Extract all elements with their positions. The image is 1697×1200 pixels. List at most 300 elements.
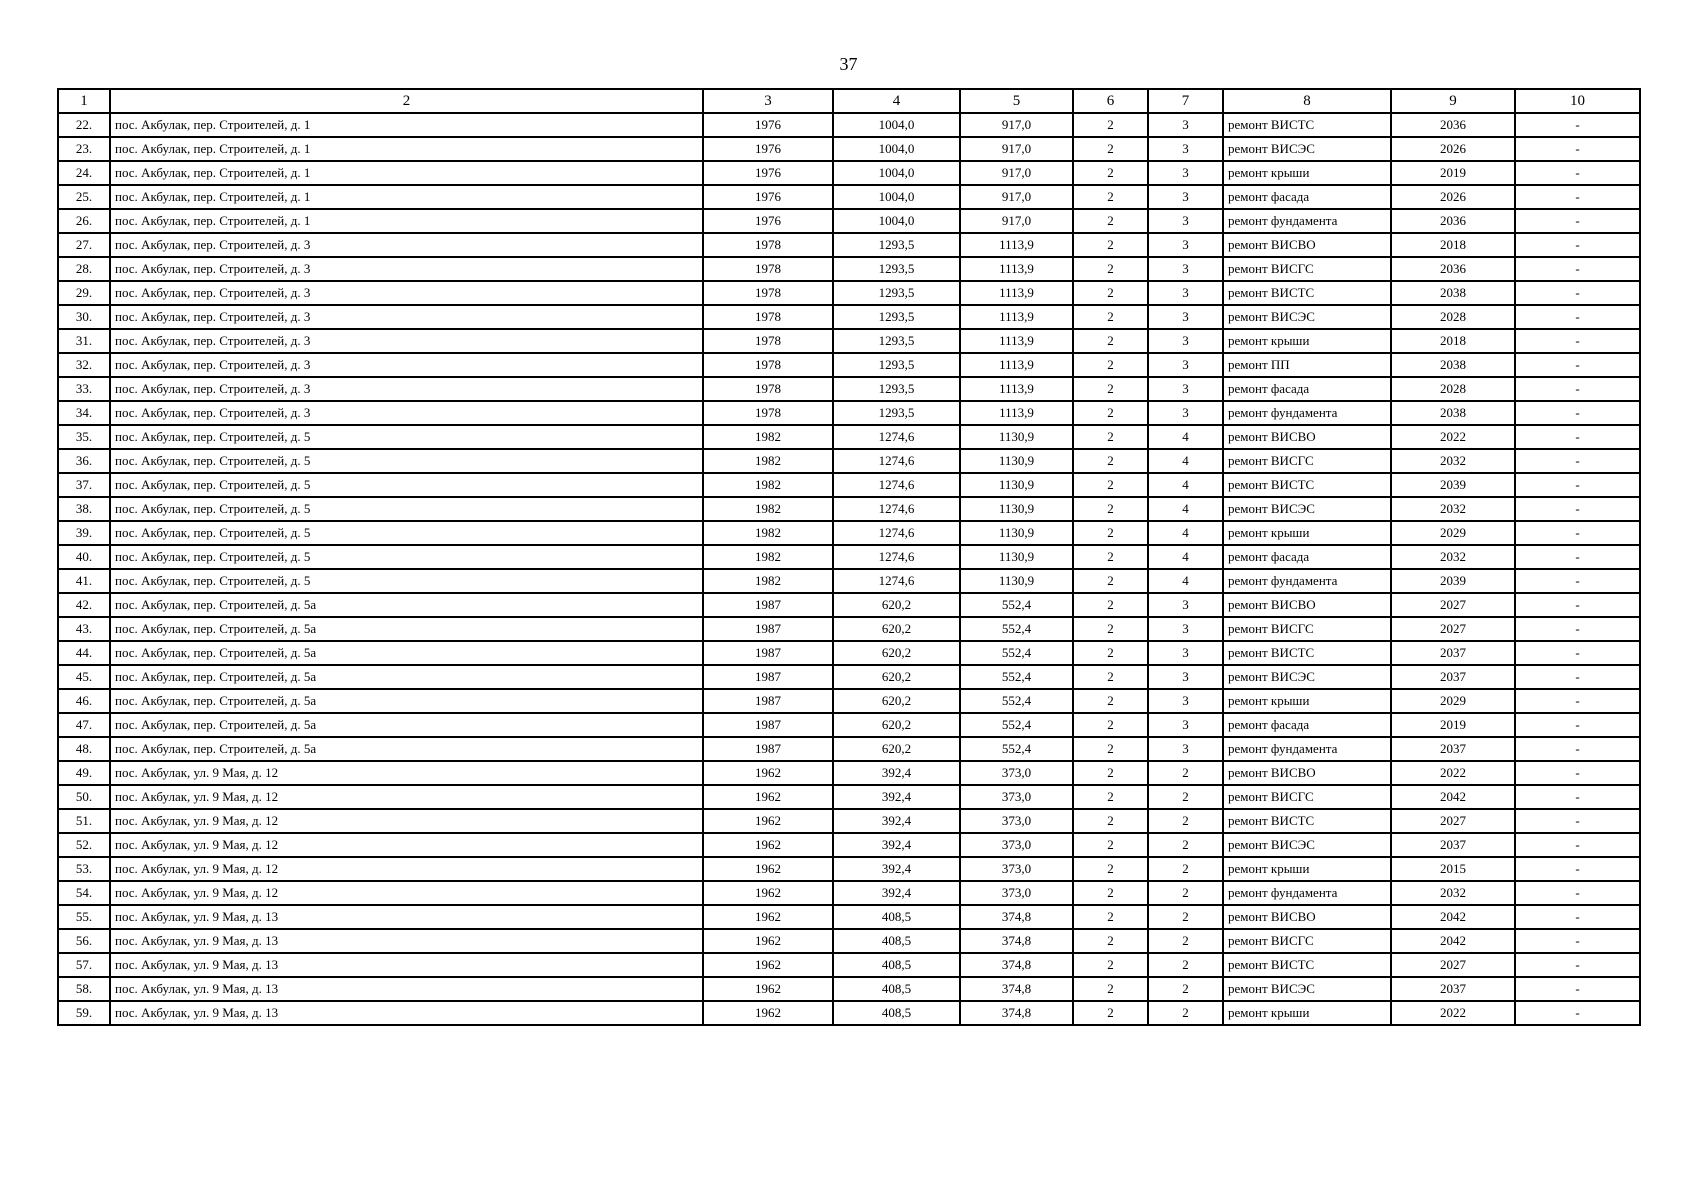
total-area-cell: 1293,5 bbox=[833, 305, 960, 329]
table-row bbox=[58, 497, 1640, 521]
planned-year-cell: 2042 bbox=[1391, 785, 1515, 809]
row-number-cell: 34. bbox=[58, 401, 110, 425]
entrances-cell: 2 bbox=[1073, 377, 1148, 401]
note-cell: - bbox=[1515, 905, 1640, 929]
address-cell: пос. Акбулак, пер. Строителей, д. 1 bbox=[110, 209, 703, 233]
planned-year-cell: 2037 bbox=[1391, 665, 1515, 689]
table-row bbox=[58, 329, 1640, 353]
address-cell: пос. Акбулак, пер. Строителей, д. 5 bbox=[110, 521, 703, 545]
floors-cell: 4 bbox=[1148, 497, 1223, 521]
total-area-cell: 392,4 bbox=[833, 881, 960, 905]
planned-year-cell: 2038 bbox=[1391, 281, 1515, 305]
note-cell: - bbox=[1515, 353, 1640, 377]
note-cell: - bbox=[1515, 329, 1640, 353]
floors-cell: 3 bbox=[1148, 641, 1223, 665]
total-area-cell: 1274,6 bbox=[833, 425, 960, 449]
planned-year-cell: 2027 bbox=[1391, 593, 1515, 617]
table-row bbox=[58, 1001, 1640, 1025]
floors-cell: 2 bbox=[1148, 1001, 1223, 1025]
repair-type-cell: ремонт ВИСГС bbox=[1223, 785, 1391, 809]
entrances-cell: 2 bbox=[1073, 353, 1148, 377]
table-row bbox=[58, 233, 1640, 257]
repair-type-cell: ремонт ВИСЭС bbox=[1223, 665, 1391, 689]
row-number-cell: 37. bbox=[58, 473, 110, 497]
living-area-cell: 373,0 bbox=[960, 761, 1073, 785]
entrances-cell: 2 bbox=[1073, 1001, 1148, 1025]
repair-type-cell: ремонт фундамента bbox=[1223, 737, 1391, 761]
total-area-cell: 392,4 bbox=[833, 833, 960, 857]
address-cell: пос. Акбулак, пер. Строителей, д. 3 bbox=[110, 233, 703, 257]
address-cell: пос. Акбулак, пер. Строителей, д. 3 bbox=[110, 305, 703, 329]
planned-year-cell: 2029 bbox=[1391, 521, 1515, 545]
table-row bbox=[58, 761, 1640, 785]
planned-year-cell: 2036 bbox=[1391, 113, 1515, 137]
table-row bbox=[58, 161, 1640, 185]
planned-year-cell: 2027 bbox=[1391, 953, 1515, 977]
row-number-cell: 39. bbox=[58, 521, 110, 545]
entrances-cell: 2 bbox=[1073, 233, 1148, 257]
row-number-cell: 38. bbox=[58, 497, 110, 521]
living-area-cell: 552,4 bbox=[960, 617, 1073, 641]
year-built-cell: 1987 bbox=[703, 617, 833, 641]
table-row bbox=[58, 377, 1640, 401]
living-area-cell: 374,8 bbox=[960, 977, 1073, 1001]
total-area-cell: 392,4 bbox=[833, 761, 960, 785]
note-cell: - bbox=[1515, 833, 1640, 857]
note-cell: - bbox=[1515, 785, 1640, 809]
entrances-cell: 2 bbox=[1073, 497, 1148, 521]
planned-year-cell: 2037 bbox=[1391, 977, 1515, 1001]
row-number-cell: 29. bbox=[58, 281, 110, 305]
year-built-cell: 1962 bbox=[703, 929, 833, 953]
year-built-cell: 1978 bbox=[703, 329, 833, 353]
living-area-cell: 917,0 bbox=[960, 185, 1073, 209]
row-number-cell: 45. bbox=[58, 665, 110, 689]
note-cell: - bbox=[1515, 113, 1640, 137]
year-built-cell: 1982 bbox=[703, 497, 833, 521]
entrances-cell: 2 bbox=[1073, 305, 1148, 329]
note-cell: - bbox=[1515, 497, 1640, 521]
year-built-cell: 1982 bbox=[703, 425, 833, 449]
note-cell: - bbox=[1515, 617, 1640, 641]
planned-year-cell: 2032 bbox=[1391, 497, 1515, 521]
entrances-cell: 2 bbox=[1073, 689, 1148, 713]
living-area-cell: 1113,9 bbox=[960, 353, 1073, 377]
table-row bbox=[58, 449, 1640, 473]
floors-cell: 4 bbox=[1148, 449, 1223, 473]
repair-type-cell: ремонт ВИСГС bbox=[1223, 449, 1391, 473]
note-cell: - bbox=[1515, 689, 1640, 713]
planned-year-cell: 2027 bbox=[1391, 617, 1515, 641]
address-cell: пос. Акбулак, пер. Строителей, д. 5а bbox=[110, 713, 703, 737]
floors-cell: 4 bbox=[1148, 425, 1223, 449]
planned-year-cell: 2027 bbox=[1391, 809, 1515, 833]
row-number-cell: 58. bbox=[58, 977, 110, 1001]
floors-cell: 3 bbox=[1148, 593, 1223, 617]
table-row bbox=[58, 185, 1640, 209]
address-cell: пос. Акбулак, ул. 9 Мая, д. 13 bbox=[110, 1001, 703, 1025]
total-area-cell: 620,2 bbox=[833, 689, 960, 713]
planned-year-cell: 2038 bbox=[1391, 353, 1515, 377]
living-area-cell: 1130,9 bbox=[960, 473, 1073, 497]
entrances-cell: 2 bbox=[1073, 881, 1148, 905]
year-built-cell: 1976 bbox=[703, 137, 833, 161]
row-number-cell: 55. bbox=[58, 905, 110, 929]
living-area-cell: 1113,9 bbox=[960, 233, 1073, 257]
total-area-cell: 1274,6 bbox=[833, 497, 960, 521]
total-area-cell: 392,4 bbox=[833, 785, 960, 809]
repair-type-cell: ремонт ВИСТС bbox=[1223, 113, 1391, 137]
planned-year-cell: 2039 bbox=[1391, 473, 1515, 497]
repair-type-cell: ремонт ПП bbox=[1223, 353, 1391, 377]
total-area-cell: 620,2 bbox=[833, 665, 960, 689]
row-number-cell: 36. bbox=[58, 449, 110, 473]
row-number-cell: 32. bbox=[58, 353, 110, 377]
repair-type-cell: ремонт ВИСТС bbox=[1223, 473, 1391, 497]
planned-year-cell: 2042 bbox=[1391, 905, 1515, 929]
column-header: 9 bbox=[1391, 89, 1515, 113]
planned-year-cell: 2042 bbox=[1391, 929, 1515, 953]
entrances-cell: 2 bbox=[1073, 425, 1148, 449]
note-cell: - bbox=[1515, 761, 1640, 785]
table-row bbox=[58, 857, 1640, 881]
entrances-cell: 2 bbox=[1073, 977, 1148, 1001]
entrances-cell: 2 bbox=[1073, 161, 1148, 185]
note-cell: - bbox=[1515, 233, 1640, 257]
repair-type-cell: ремонт крыши bbox=[1223, 521, 1391, 545]
year-built-cell: 1982 bbox=[703, 473, 833, 497]
entrances-cell: 2 bbox=[1073, 665, 1148, 689]
repair-type-cell: ремонт ВИСТС bbox=[1223, 641, 1391, 665]
year-built-cell: 1978 bbox=[703, 305, 833, 329]
living-area-cell: 552,4 bbox=[960, 665, 1073, 689]
living-area-cell: 373,0 bbox=[960, 833, 1073, 857]
year-built-cell: 1976 bbox=[703, 185, 833, 209]
year-built-cell: 1978 bbox=[703, 353, 833, 377]
entrances-cell: 2 bbox=[1073, 833, 1148, 857]
address-cell: пос. Акбулак, ул. 9 Мая, д. 13 bbox=[110, 977, 703, 1001]
address-cell: пос. Акбулак, пер. Строителей, д. 5 bbox=[110, 497, 703, 521]
entrances-cell: 2 bbox=[1073, 449, 1148, 473]
floors-cell: 2 bbox=[1148, 953, 1223, 977]
planned-year-cell: 2029 bbox=[1391, 689, 1515, 713]
row-number-cell: 56. bbox=[58, 929, 110, 953]
living-area-cell: 1130,9 bbox=[960, 569, 1073, 593]
total-area-cell: 1293,5 bbox=[833, 377, 960, 401]
planned-year-cell: 2028 bbox=[1391, 377, 1515, 401]
row-number-cell: 23. bbox=[58, 137, 110, 161]
address-cell: пос. Акбулак, пер. Строителей, д. 3 bbox=[110, 281, 703, 305]
row-number-cell: 46. bbox=[58, 689, 110, 713]
table-row bbox=[58, 281, 1640, 305]
row-number-cell: 42. bbox=[58, 593, 110, 617]
floors-cell: 3 bbox=[1148, 353, 1223, 377]
address-cell: пос. Акбулак, пер. Строителей, д. 5а bbox=[110, 665, 703, 689]
row-number-cell: 57. bbox=[58, 953, 110, 977]
total-area-cell: 408,5 bbox=[833, 953, 960, 977]
row-number-cell: 30. bbox=[58, 305, 110, 329]
entrances-cell: 2 bbox=[1073, 209, 1148, 233]
address-cell: пос. Акбулак, ул. 9 Мая, д. 13 bbox=[110, 905, 703, 929]
living-area-cell: 1130,9 bbox=[960, 425, 1073, 449]
repair-type-cell: ремонт ВИСЭС bbox=[1223, 497, 1391, 521]
year-built-cell: 1978 bbox=[703, 377, 833, 401]
living-area-cell: 373,0 bbox=[960, 785, 1073, 809]
entrances-cell: 2 bbox=[1073, 257, 1148, 281]
repair-type-cell: ремонт фундамента bbox=[1223, 881, 1391, 905]
note-cell: - bbox=[1515, 881, 1640, 905]
repair-type-cell: ремонт фундамента bbox=[1223, 401, 1391, 425]
entrances-cell: 2 bbox=[1073, 281, 1148, 305]
living-area-cell: 552,4 bbox=[960, 689, 1073, 713]
repair-type-cell: ремонт фасада bbox=[1223, 545, 1391, 569]
row-number-cell: 43. bbox=[58, 617, 110, 641]
note-cell: - bbox=[1515, 953, 1640, 977]
planned-year-cell: 2019 bbox=[1391, 713, 1515, 737]
living-area-cell: 374,8 bbox=[960, 953, 1073, 977]
floors-cell: 2 bbox=[1148, 929, 1223, 953]
year-built-cell: 1962 bbox=[703, 905, 833, 929]
living-area-cell: 552,4 bbox=[960, 593, 1073, 617]
living-area-cell: 374,8 bbox=[960, 905, 1073, 929]
table-row bbox=[58, 521, 1640, 545]
living-area-cell: 1130,9 bbox=[960, 497, 1073, 521]
note-cell: - bbox=[1515, 809, 1640, 833]
row-number-cell: 48. bbox=[58, 737, 110, 761]
address-cell: пос. Акбулак, пер. Строителей, д. 1 bbox=[110, 185, 703, 209]
note-cell: - bbox=[1515, 281, 1640, 305]
year-built-cell: 1978 bbox=[703, 281, 833, 305]
table-body bbox=[58, 113, 1640, 1025]
address-cell: пос. Акбулак, пер. Строителей, д. 5а bbox=[110, 689, 703, 713]
year-built-cell: 1976 bbox=[703, 161, 833, 185]
floors-cell: 3 bbox=[1148, 737, 1223, 761]
living-area-cell: 1113,9 bbox=[960, 377, 1073, 401]
living-area-cell: 373,0 bbox=[960, 881, 1073, 905]
floors-cell: 2 bbox=[1148, 857, 1223, 881]
planned-year-cell: 2028 bbox=[1391, 305, 1515, 329]
table-row bbox=[58, 881, 1640, 905]
floors-cell: 3 bbox=[1148, 665, 1223, 689]
address-cell: пос. Акбулак, ул. 9 Мая, д. 13 bbox=[110, 953, 703, 977]
planned-year-cell: 2036 bbox=[1391, 209, 1515, 233]
column-header: 5 bbox=[960, 89, 1073, 113]
note-cell: - bbox=[1515, 713, 1640, 737]
repair-type-cell: ремонт ВИСВО bbox=[1223, 425, 1391, 449]
repair-type-cell: ремонт ВИСЭС bbox=[1223, 137, 1391, 161]
total-area-cell: 1004,0 bbox=[833, 185, 960, 209]
year-built-cell: 1978 bbox=[703, 233, 833, 257]
row-number-cell: 51. bbox=[58, 809, 110, 833]
planned-year-cell: 2022 bbox=[1391, 761, 1515, 785]
entrances-cell: 2 bbox=[1073, 401, 1148, 425]
entrances-cell: 2 bbox=[1073, 761, 1148, 785]
floors-cell: 3 bbox=[1148, 401, 1223, 425]
floors-cell: 3 bbox=[1148, 161, 1223, 185]
note-cell: - bbox=[1515, 377, 1640, 401]
table-row bbox=[58, 257, 1640, 281]
entrances-cell: 2 bbox=[1073, 713, 1148, 737]
entrances-cell: 2 bbox=[1073, 473, 1148, 497]
repair-type-cell: ремонт ВИСВО bbox=[1223, 761, 1391, 785]
total-area-cell: 1274,6 bbox=[833, 569, 960, 593]
table-row bbox=[58, 473, 1640, 497]
row-number-cell: 35. bbox=[58, 425, 110, 449]
floors-cell: 3 bbox=[1148, 137, 1223, 161]
entrances-cell: 2 bbox=[1073, 905, 1148, 929]
table-row bbox=[58, 353, 1640, 377]
total-area-cell: 1274,6 bbox=[833, 521, 960, 545]
total-area-cell: 408,5 bbox=[833, 1001, 960, 1025]
total-area-cell: 408,5 bbox=[833, 977, 960, 1001]
note-cell: - bbox=[1515, 257, 1640, 281]
year-built-cell: 1982 bbox=[703, 521, 833, 545]
row-number-cell: 49. bbox=[58, 761, 110, 785]
living-area-cell: 1113,9 bbox=[960, 329, 1073, 353]
repair-type-cell: ремонт ВИСТС bbox=[1223, 281, 1391, 305]
floors-cell: 3 bbox=[1148, 329, 1223, 353]
living-area-cell: 1113,9 bbox=[960, 401, 1073, 425]
entrances-cell: 2 bbox=[1073, 737, 1148, 761]
table-row bbox=[58, 401, 1640, 425]
address-cell: пос. Акбулак, пер. Строителей, д. 1 bbox=[110, 113, 703, 137]
table-row bbox=[58, 809, 1640, 833]
planned-year-cell: 2037 bbox=[1391, 737, 1515, 761]
address-cell: пос. Акбулак, пер. Строителей, д. 5 bbox=[110, 425, 703, 449]
note-cell: - bbox=[1515, 1001, 1640, 1025]
planned-year-cell: 2032 bbox=[1391, 449, 1515, 473]
total-area-cell: 1293,5 bbox=[833, 233, 960, 257]
year-built-cell: 1962 bbox=[703, 953, 833, 977]
year-built-cell: 1987 bbox=[703, 665, 833, 689]
repair-type-cell: ремонт фасада bbox=[1223, 713, 1391, 737]
address-cell: пос. Акбулак, пер. Строителей, д. 5 bbox=[110, 545, 703, 569]
note-cell: - bbox=[1515, 305, 1640, 329]
entrances-cell: 2 bbox=[1073, 929, 1148, 953]
note-cell: - bbox=[1515, 449, 1640, 473]
living-area-cell: 917,0 bbox=[960, 161, 1073, 185]
entrances-cell: 2 bbox=[1073, 809, 1148, 833]
note-cell: - bbox=[1515, 521, 1640, 545]
table-row bbox=[58, 209, 1640, 233]
living-area-cell: 373,0 bbox=[960, 809, 1073, 833]
address-cell: пос. Акбулак, пер. Строителей, д. 5а bbox=[110, 641, 703, 665]
row-number-cell: 31. bbox=[58, 329, 110, 353]
column-header: 1 bbox=[58, 89, 110, 113]
table-row bbox=[58, 833, 1640, 857]
total-area-cell: 392,4 bbox=[833, 809, 960, 833]
year-built-cell: 1962 bbox=[703, 785, 833, 809]
column-header: 6 bbox=[1073, 89, 1148, 113]
floors-cell: 4 bbox=[1148, 521, 1223, 545]
floors-cell: 4 bbox=[1148, 473, 1223, 497]
row-number-cell: 25. bbox=[58, 185, 110, 209]
entrances-cell: 2 bbox=[1073, 545, 1148, 569]
total-area-cell: 620,2 bbox=[833, 593, 960, 617]
planned-year-cell: 2022 bbox=[1391, 425, 1515, 449]
column-header: 2 bbox=[110, 89, 703, 113]
table-row bbox=[58, 425, 1640, 449]
year-built-cell: 1987 bbox=[703, 713, 833, 737]
floors-cell: 2 bbox=[1148, 905, 1223, 929]
row-number-cell: 24. bbox=[58, 161, 110, 185]
note-cell: - bbox=[1515, 593, 1640, 617]
repair-type-cell: ремонт крыши bbox=[1223, 857, 1391, 881]
entrances-cell: 2 bbox=[1073, 785, 1148, 809]
row-number-cell: 27. bbox=[58, 233, 110, 257]
living-area-cell: 374,8 bbox=[960, 1001, 1073, 1025]
address-cell: пос. Акбулак, пер. Строителей, д. 3 bbox=[110, 377, 703, 401]
total-area-cell: 1004,0 bbox=[833, 113, 960, 137]
planned-year-cell: 2037 bbox=[1391, 641, 1515, 665]
floors-cell: 3 bbox=[1148, 233, 1223, 257]
living-area-cell: 552,4 bbox=[960, 641, 1073, 665]
floors-cell: 3 bbox=[1148, 377, 1223, 401]
entrances-cell: 2 bbox=[1073, 137, 1148, 161]
table-row bbox=[58, 137, 1640, 161]
note-cell: - bbox=[1515, 185, 1640, 209]
planned-year-cell: 2036 bbox=[1391, 257, 1515, 281]
repair-type-cell: ремонт фундамента bbox=[1223, 569, 1391, 593]
note-cell: - bbox=[1515, 473, 1640, 497]
table-row bbox=[58, 929, 1640, 953]
living-area-cell: 917,0 bbox=[960, 113, 1073, 137]
note-cell: - bbox=[1515, 545, 1640, 569]
repair-type-cell: ремонт ВИСВО bbox=[1223, 233, 1391, 257]
floors-cell: 3 bbox=[1148, 617, 1223, 641]
year-built-cell: 1976 bbox=[703, 113, 833, 137]
row-number-cell: 59. bbox=[58, 1001, 110, 1025]
note-cell: - bbox=[1515, 665, 1640, 689]
floors-cell: 2 bbox=[1148, 809, 1223, 833]
floors-cell: 2 bbox=[1148, 881, 1223, 905]
living-area-cell: 917,0 bbox=[960, 209, 1073, 233]
column-header: 10 bbox=[1515, 89, 1640, 113]
floors-cell: 4 bbox=[1148, 545, 1223, 569]
note-cell: - bbox=[1515, 137, 1640, 161]
floors-cell: 3 bbox=[1148, 113, 1223, 137]
year-built-cell: 1962 bbox=[703, 857, 833, 881]
entrances-cell: 2 bbox=[1073, 641, 1148, 665]
year-built-cell: 1962 bbox=[703, 761, 833, 785]
planned-year-cell: 2015 bbox=[1391, 857, 1515, 881]
table-row bbox=[58, 953, 1640, 977]
address-cell: пос. Акбулак, пер. Строителей, д. 3 bbox=[110, 401, 703, 425]
total-area-cell: 392,4 bbox=[833, 857, 960, 881]
address-cell: пос. Акбулак, пер. Строителей, д. 5 bbox=[110, 569, 703, 593]
address-cell: пос. Акбулак, пер. Строителей, д. 5а bbox=[110, 737, 703, 761]
address-cell: пос. Акбулак, пер. Строителей, д. 3 bbox=[110, 257, 703, 281]
table-row bbox=[58, 977, 1640, 1001]
repair-type-cell: ремонт ВИСГС bbox=[1223, 617, 1391, 641]
living-area-cell: 374,8 bbox=[960, 929, 1073, 953]
note-cell: - bbox=[1515, 569, 1640, 593]
floors-cell: 2 bbox=[1148, 785, 1223, 809]
year-built-cell: 1962 bbox=[703, 881, 833, 905]
living-area-cell: 1113,9 bbox=[960, 257, 1073, 281]
planned-year-cell: 2019 bbox=[1391, 161, 1515, 185]
year-built-cell: 1987 bbox=[703, 641, 833, 665]
year-built-cell: 1987 bbox=[703, 593, 833, 617]
year-built-cell: 1982 bbox=[703, 545, 833, 569]
total-area-cell: 620,2 bbox=[833, 617, 960, 641]
repair-type-cell: ремонт крыши bbox=[1223, 1001, 1391, 1025]
year-built-cell: 1962 bbox=[703, 977, 833, 1001]
year-built-cell: 1962 bbox=[703, 1001, 833, 1025]
repair-type-cell: ремонт фасада bbox=[1223, 377, 1391, 401]
planned-year-cell: 2039 bbox=[1391, 569, 1515, 593]
entrances-cell: 2 bbox=[1073, 569, 1148, 593]
